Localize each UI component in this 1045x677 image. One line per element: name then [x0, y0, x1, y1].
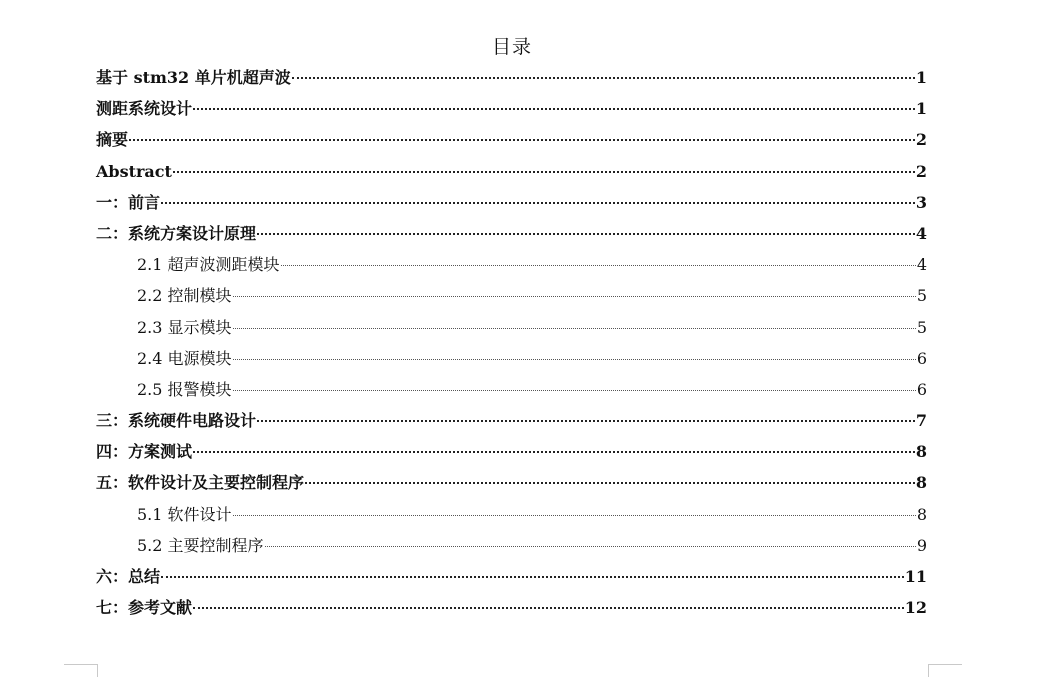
- toc-subentry[interactable]: [96, 499, 927, 530]
- dot-leader: [281, 265, 916, 266]
- toc-entry-label: 2.2 控制模块: [137, 286, 232, 306]
- toc-entry-page: 6: [916, 379, 927, 399]
- toc-entry-label: 2.1 超声波测距模块: [137, 255, 280, 275]
- toc-entry-label: 摘要: [96, 130, 129, 150]
- dot-leader: [257, 420, 915, 422]
- toc-entry-label: 七：参考文献: [96, 598, 193, 618]
- toc-entry-page: 2: [915, 130, 927, 150]
- dot-leader: [233, 296, 916, 297]
- toc-entry-page: 1: [915, 68, 927, 87]
- toc-entry-label: 测距系统设计: [96, 99, 193, 119]
- toc-entry-page: 8: [915, 473, 927, 493]
- dot-leader: [257, 233, 915, 235]
- dot-leader: [305, 482, 915, 484]
- toc-entry-page: 8: [916, 504, 927, 524]
- toc-entry-label: 5.2 主要控制程序: [137, 535, 264, 555]
- toc-entry-page: 6: [916, 348, 927, 368]
- dot-leader: [233, 390, 916, 391]
- toc-subentry[interactable]: [96, 530, 927, 561]
- dot-leader: [173, 171, 915, 173]
- toc-entry[interactable]: [96, 561, 927, 592]
- toc-entry-page: 3: [915, 192, 927, 212]
- dot-leader: [233, 515, 916, 516]
- dot-leader: [193, 451, 915, 453]
- toc-entry-page: 5: [916, 317, 927, 337]
- toc-subentry[interactable]: [96, 280, 927, 311]
- toc-entry-label: 四：方案测试: [96, 442, 193, 462]
- toc-entry[interactable]: [96, 218, 927, 249]
- toc-entry-label: Abstract: [96, 161, 172, 181]
- toc-subentry[interactable]: [96, 343, 927, 374]
- toc-entry-label: 基于 stm32 单片机超声波: [96, 68, 291, 87]
- toc-entry-label: 一：前言: [96, 192, 161, 212]
- toc-entry-label: 二：系统方案设计原理: [96, 223, 257, 243]
- dot-leader: [193, 108, 915, 110]
- toc-entry[interactable]: [96, 93, 927, 124]
- dot-leader: [233, 359, 916, 360]
- toc-entry-page: 4: [916, 255, 927, 275]
- page-corner-mark-right: [928, 664, 962, 677]
- toc-entry[interactable]: [96, 592, 927, 623]
- toc-entry-page: 2: [915, 161, 927, 181]
- toc-entry[interactable]: [96, 405, 927, 436]
- toc-entry-page: 5: [916, 286, 927, 306]
- toc-entry-label: 六：总结: [96, 567, 161, 586]
- toc-entry-page: 4: [915, 223, 927, 243]
- toc-entry-page: 8: [915, 442, 927, 462]
- toc-entry-page: 9: [916, 535, 927, 555]
- toc-entry[interactable]: [96, 187, 927, 218]
- toc-list: [96, 62, 927, 623]
- toc-entry-label: 2.3 显示模块: [137, 317, 232, 337]
- dot-leader: [233, 328, 916, 329]
- toc-entry-label: 5.1 软件设计: [137, 504, 232, 524]
- toc-entry-page: 12: [904, 598, 927, 618]
- dot-leader: [292, 77, 915, 79]
- toc-entry-label: 五：软件设计及主要控制程序: [96, 473, 305, 493]
- dot-leader: [161, 202, 915, 204]
- toc-subentry[interactable]: [96, 249, 927, 280]
- toc-entry-page: 11: [904, 567, 927, 586]
- toc-entry[interactable]: [96, 156, 927, 187]
- toc-entry-page: 7: [915, 411, 927, 431]
- dot-leader: [193, 607, 904, 609]
- dot-leader: [161, 576, 904, 578]
- dot-leader: [129, 139, 915, 141]
- dot-leader: [265, 546, 916, 547]
- toc-entry[interactable]: [96, 436, 927, 467]
- toc-entry-label: 2.4 电源模块: [137, 348, 232, 368]
- toc-entry[interactable]: [96, 124, 927, 155]
- toc-entry-label: 2.5 报警模块: [137, 379, 232, 399]
- toc-entry-label: 三：系统硬件电路设计: [96, 411, 257, 431]
- page-corner-mark-left: [64, 664, 98, 677]
- toc-subentry[interactable]: [96, 312, 927, 343]
- toc-entry[interactable]: [96, 62, 927, 93]
- toc-subentry[interactable]: [96, 374, 927, 405]
- toc-entry[interactable]: [96, 467, 927, 498]
- toc-entry-page: 1: [915, 99, 927, 119]
- toc-title: 目录: [491, 36, 532, 58]
